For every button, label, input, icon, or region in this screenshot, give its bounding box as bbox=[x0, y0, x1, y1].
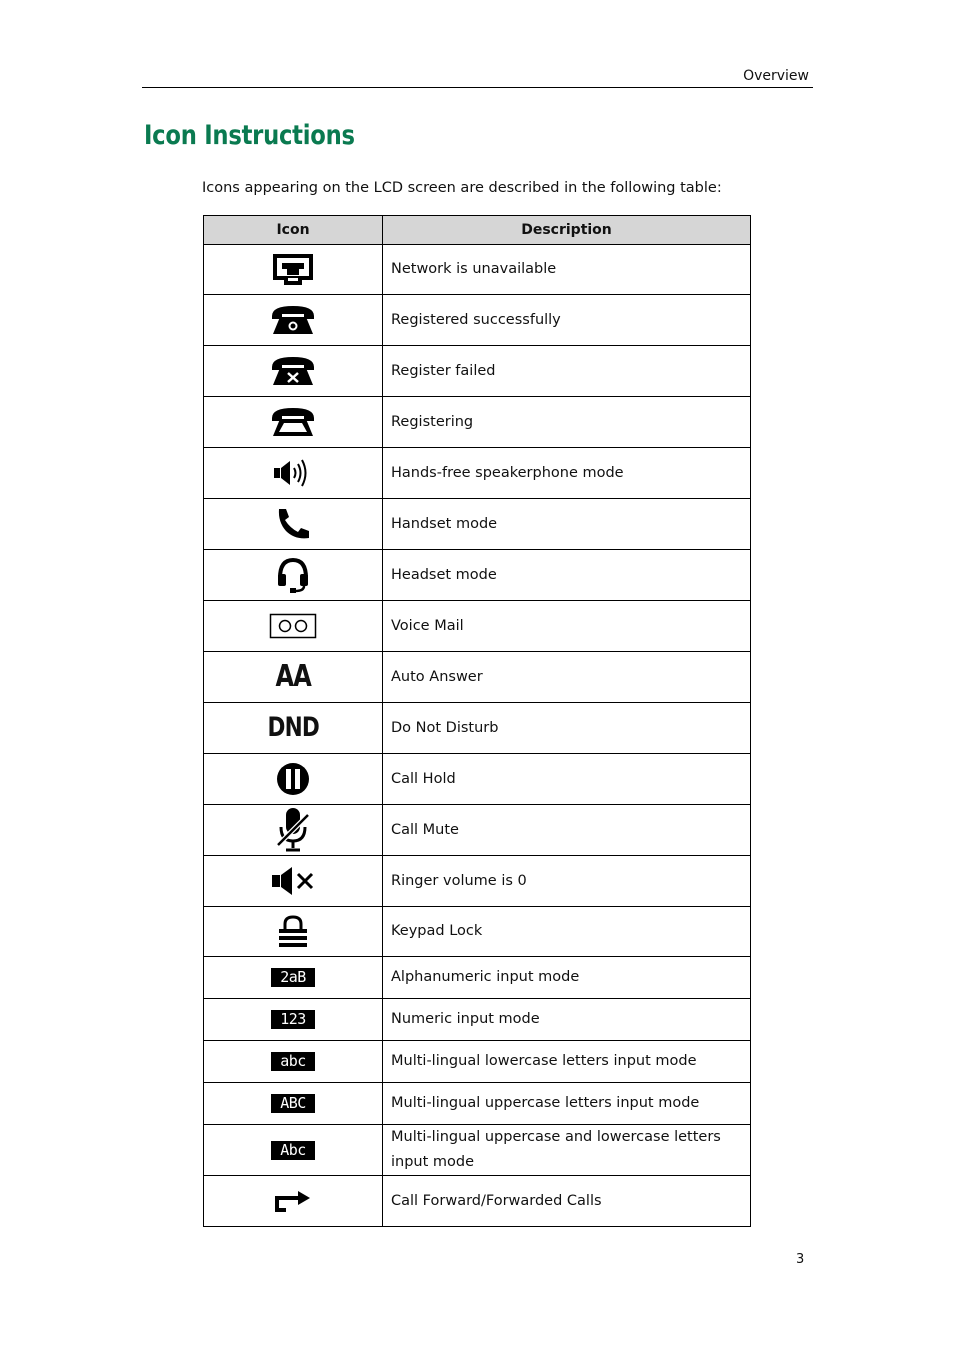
speakerphone-icon bbox=[272, 458, 314, 488]
running-header-title: Overview bbox=[743, 68, 809, 84]
table-row bbox=[204, 1083, 751, 1125]
row-description: Alphanumeric input mode bbox=[383, 957, 751, 999]
table-row bbox=[204, 754, 751, 805]
table-row bbox=[204, 957, 751, 999]
row-description: Call Hold bbox=[383, 754, 751, 805]
row-description: Headset mode bbox=[383, 550, 751, 601]
table-row bbox=[204, 550, 751, 601]
column-header-icon: Icon bbox=[204, 216, 383, 245]
table-row bbox=[204, 1176, 751, 1227]
row-description: Call Forward/Forwarded Calls bbox=[383, 1176, 751, 1227]
row-description: Auto Answer bbox=[383, 652, 751, 703]
call-hold-icon bbox=[275, 761, 311, 797]
call-mute-icon bbox=[274, 807, 312, 853]
uppercase-input-icon: ABC bbox=[271, 1094, 315, 1113]
headset-icon bbox=[275, 556, 311, 594]
row-description: Handset mode bbox=[383, 499, 751, 550]
row-description: Hands-free speakerphone mode bbox=[383, 448, 751, 499]
table-row bbox=[204, 856, 751, 907]
voicemail-icon bbox=[269, 613, 317, 639]
call-forward-icon bbox=[274, 1188, 312, 1214]
table-row bbox=[204, 346, 751, 397]
row-description: Multi-lingual lowercase letters input mode bbox=[383, 1041, 751, 1083]
keypad-lock-icon bbox=[275, 915, 311, 949]
table-row bbox=[204, 295, 751, 346]
page-title: Icon Instructions bbox=[144, 120, 355, 151]
table-row bbox=[204, 397, 751, 448]
row-description: Network is unavailable bbox=[383, 245, 751, 295]
registering-phone-icon bbox=[269, 406, 317, 438]
row-description: Voice Mail bbox=[383, 601, 751, 652]
row-description: Ringer volume is 0 bbox=[383, 856, 751, 907]
row-description: Keypad Lock bbox=[383, 907, 751, 957]
table-row bbox=[204, 448, 751, 499]
table-row bbox=[204, 999, 751, 1041]
network-unavailable-icon bbox=[273, 254, 313, 286]
auto-answer-icon: AA bbox=[275, 659, 311, 694]
row-description: Numeric input mode bbox=[383, 999, 751, 1041]
row-description: Multi-lingual uppercase letters input mode bbox=[383, 1083, 751, 1125]
alphanumeric-input-icon: 2aB bbox=[271, 968, 315, 987]
row-description: Multi-lingual uppercase and lowercase letters input mode bbox=[383, 1125, 751, 1176]
table-row bbox=[204, 499, 751, 550]
row-description: Registering bbox=[383, 397, 751, 448]
handset-icon bbox=[275, 507, 311, 541]
row-description: Register failed bbox=[383, 346, 751, 397]
table-row bbox=[204, 703, 751, 754]
table-row bbox=[204, 245, 751, 295]
row-description: Call Mute bbox=[383, 805, 751, 856]
dnd-icon: DND bbox=[267, 712, 319, 743]
icon-table bbox=[203, 215, 751, 1227]
intro-text: Icons appearing on the LCD screen are described in the following table: bbox=[202, 180, 722, 196]
ringer-muted-icon bbox=[270, 865, 316, 897]
column-header-description: Description bbox=[383, 216, 751, 245]
table-row bbox=[204, 1041, 751, 1083]
numeric-input-icon: 123 bbox=[271, 1010, 315, 1029]
page-number: 3 bbox=[796, 1252, 805, 1267]
lowercase-input-icon: abc bbox=[271, 1052, 315, 1071]
row-description: Registered successfully bbox=[383, 295, 751, 346]
running-header bbox=[142, 66, 813, 88]
row-description: Do Not Disturb bbox=[383, 703, 751, 754]
table-header-row bbox=[204, 216, 751, 245]
table-row bbox=[204, 907, 751, 957]
mixedcase-input-icon: Abc bbox=[271, 1141, 315, 1160]
table-row bbox=[204, 1125, 751, 1176]
table-row bbox=[204, 601, 751, 652]
registered-phone-icon bbox=[269, 304, 317, 336]
table-row bbox=[204, 652, 751, 703]
register-failed-phone-icon bbox=[269, 355, 317, 387]
table-row bbox=[204, 805, 751, 856]
